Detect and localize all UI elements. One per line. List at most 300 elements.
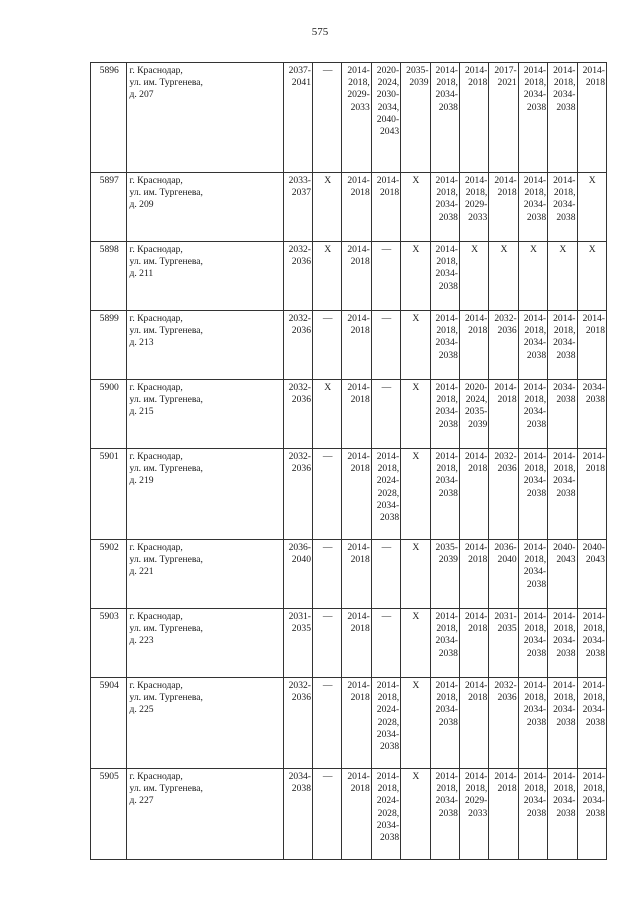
period-line: 2034- [435, 795, 458, 807]
period-line: 2018, [524, 783, 547, 795]
period-line: 2038 [526, 807, 547, 819]
period-line: X [412, 542, 420, 553]
period-line: 2035- [406, 65, 429, 76]
period-line: 2014- [435, 382, 458, 393]
period-line: 2018, [436, 692, 458, 704]
period-line: 2014- [464, 65, 488, 76]
period-cell [312, 769, 341, 860]
period-line: 2014- [523, 680, 547, 691]
period-line: 2014- [523, 771, 547, 782]
period-line: X [588, 244, 596, 255]
period-line: 2018 [585, 77, 605, 89]
period-cell [283, 242, 312, 311]
period-line: — [381, 244, 392, 255]
period-line: 2018 [497, 394, 517, 406]
period-line: 2034- [553, 337, 576, 349]
period-line: 2038 [526, 211, 547, 223]
period-line: 2034- [523, 795, 547, 807]
period-line: 2033 [468, 211, 488, 223]
period-line: 2038 [556, 394, 576, 406]
period-cell [342, 380, 371, 449]
address-line: д. 213 [129, 337, 154, 349]
period-line: 2014- [435, 611, 458, 622]
table-row [91, 311, 607, 380]
period-line: 2038 [438, 647, 458, 659]
period-cell [548, 63, 577, 173]
period-line: 2018, [436, 623, 458, 635]
period-line: X [559, 244, 567, 255]
period-line: 2018 [468, 325, 488, 337]
address-line: г. Краснодар, [129, 771, 183, 782]
period-cell [371, 63, 400, 173]
period-cell [430, 540, 459, 609]
period-cell [342, 242, 371, 311]
period-line: 2018, [553, 187, 576, 199]
period-line: X [412, 771, 420, 782]
period-cell [577, 540, 607, 609]
period-line: 2014- [464, 611, 488, 622]
period-line: 2014- [347, 542, 370, 553]
address-line: ул. им. Тургенева, [129, 256, 203, 268]
period-cell [518, 609, 547, 678]
period-line: 2014- [435, 451, 458, 462]
period-line: 2037- [288, 65, 311, 76]
period-line: 2014- [347, 611, 370, 622]
period-line: 2034- [435, 89, 458, 101]
period-cell [577, 173, 607, 242]
period-line: 2014- [435, 65, 458, 76]
period-cell [371, 449, 400, 540]
period-line: 2036- [494, 542, 517, 553]
period-line: 2036 [291, 394, 311, 406]
period-line: 2034- [523, 635, 547, 647]
period-line: 2021 [497, 77, 517, 89]
address-line: д. 227 [129, 795, 154, 807]
period-cell [312, 173, 341, 242]
period-line: 2014- [435, 680, 458, 691]
period-line: 2028, [377, 807, 400, 819]
period-cell [548, 242, 577, 311]
period-line: 2018, [377, 463, 400, 475]
period-line: — [381, 611, 392, 622]
period-cell [459, 311, 488, 380]
period-line: 2018, [436, 187, 458, 199]
address-line: д. 225 [129, 704, 154, 716]
period-line: 2018 [350, 692, 370, 704]
period-line: 2014- [464, 313, 488, 324]
period-line: 2041 [291, 77, 311, 89]
period-line: 2035 [497, 623, 517, 635]
period-cell [518, 63, 547, 173]
period-line: 2014- [347, 771, 370, 782]
period-line: 2037 [291, 187, 311, 199]
period-cell [489, 173, 518, 242]
address-line: д. 215 [129, 406, 154, 418]
period-line: 2018, [553, 623, 576, 635]
period-cell [312, 242, 341, 311]
period-line: 2034- [435, 704, 458, 716]
address-line: ул. им. Тургенева, [129, 554, 203, 566]
period-line: — [381, 542, 392, 553]
period-line: 2014- [523, 175, 547, 186]
period-cell [577, 63, 607, 173]
period-cell [312, 63, 341, 173]
period-cell [518, 449, 547, 540]
period-line: 2018 [350, 187, 370, 199]
period-line: 2038 [438, 418, 458, 430]
period-line: 2018, [553, 77, 576, 89]
period-line: 2018 [350, 394, 370, 406]
period-line: 2014- [464, 542, 488, 553]
period-line: 2038 [526, 418, 547, 430]
period-line: 2040 [291, 554, 311, 566]
period-line: 2018 [468, 623, 488, 635]
period-line: 2014- [435, 313, 458, 324]
period-cell [342, 609, 371, 678]
period-line: 2018, [583, 692, 605, 704]
period-cell [459, 63, 488, 173]
period-line: 2032- [494, 313, 517, 324]
period-line: 2038 [585, 647, 605, 659]
period-line: 2018 [585, 463, 605, 475]
period-line: 2024, [377, 77, 400, 89]
address-cell [127, 311, 283, 380]
period-line: 2024- [376, 795, 400, 807]
period-line: 2024- [376, 704, 400, 716]
period-line: 2038 [526, 716, 547, 728]
period-cell [518, 242, 547, 311]
period-line: X [324, 244, 332, 255]
table-row [91, 449, 607, 540]
period-cell [342, 311, 371, 380]
period-line: 2014- [582, 611, 605, 622]
period-line: 2018, [524, 394, 547, 406]
period-cell [489, 242, 518, 311]
period-cell [577, 609, 607, 678]
address-line: ул. им. Тургенева, [129, 325, 203, 337]
period-line: 2038 [379, 832, 400, 844]
period-line: 2028, [377, 487, 400, 499]
period-line: 2029- [464, 795, 488, 807]
period-line: 2032- [494, 451, 517, 462]
address-cell [127, 540, 283, 609]
period-cell [312, 311, 341, 380]
period-cell [430, 449, 459, 540]
period-line: 2014- [376, 680, 400, 691]
period-line: 2014- [582, 313, 605, 324]
period-line: 2034- [523, 704, 547, 716]
period-line: 2014- [494, 382, 517, 393]
period-cell [548, 380, 577, 449]
period-line: 2040- [376, 113, 400, 125]
period-line: 2038 [526, 349, 547, 361]
address-line: д. 221 [129, 566, 154, 578]
period-line: 2034- [582, 704, 605, 716]
period-line: 2034- [435, 406, 458, 418]
record-number: 5896 [91, 63, 127, 173]
period-line: 2039 [468, 418, 488, 430]
period-line: 2034- [553, 475, 576, 487]
period-line: 2014- [523, 451, 547, 462]
period-line: — [381, 382, 392, 393]
period-line: 2031- [494, 611, 517, 622]
address-line: д. 223 [129, 635, 154, 647]
address-cell [127, 769, 283, 860]
period-cell [459, 678, 488, 769]
period-line: 2036 [497, 463, 517, 475]
period-line: X [412, 175, 420, 186]
period-line: X [324, 382, 332, 393]
period-cell [430, 678, 459, 769]
period-line: 2036 [497, 692, 517, 704]
period-line: 2014- [553, 611, 576, 622]
period-line: 2014- [523, 65, 547, 76]
period-line: 2018, [524, 692, 547, 704]
period-line: 2014- [553, 65, 576, 76]
period-line: 2034- [523, 475, 547, 487]
period-cell [518, 173, 547, 242]
period-line: 2014- [376, 771, 400, 782]
period-line: 2014- [553, 680, 576, 691]
period-cell [371, 242, 400, 311]
address-line: ул. им. Тургенева, [129, 187, 203, 199]
address-line: г. Краснодар, [129, 680, 183, 691]
period-line: 2038 [438, 101, 458, 113]
period-line: X [588, 175, 596, 186]
period-line: 2014- [582, 451, 605, 462]
period-line: 2038 [556, 647, 576, 659]
address-line: ул. им. Тургенева, [129, 77, 203, 89]
table-row [91, 609, 607, 678]
period-line: 2014- [464, 175, 488, 186]
period-line: 2032- [288, 680, 311, 691]
period-line: 2018 [350, 256, 370, 268]
period-line: 2014- [435, 175, 458, 186]
period-cell [283, 540, 312, 609]
table-body [91, 63, 607, 860]
period-cell [401, 173, 430, 242]
period-line: 2024, [465, 394, 488, 406]
period-line: 2014- [347, 313, 370, 324]
period-line: 2034- [376, 499, 400, 511]
period-line: 2038 [438, 487, 458, 499]
period-line: — [322, 313, 333, 324]
address-line: д. 207 [129, 89, 154, 101]
period-line: 2034- [435, 268, 458, 280]
period-line: 2018, [348, 77, 370, 89]
period-cell [283, 63, 312, 173]
period-cell [577, 449, 607, 540]
period-cell [312, 540, 341, 609]
period-line: 2036- [288, 542, 311, 553]
table-row [91, 678, 607, 769]
period-line: 2029- [347, 89, 370, 101]
period-cell [430, 769, 459, 860]
period-cell [371, 540, 400, 609]
period-line: 2038 [526, 578, 547, 590]
period-cell [518, 380, 547, 449]
period-line: 2043 [556, 554, 576, 566]
period-line: — [322, 451, 333, 462]
period-line: 2034- [553, 199, 576, 211]
period-cell [518, 311, 547, 380]
period-line: 2038 [556, 349, 576, 361]
period-line: 2014- [523, 313, 547, 324]
period-cell [342, 63, 371, 173]
period-line: 2032- [288, 313, 311, 324]
period-cell [459, 449, 488, 540]
period-line: 2035 [291, 623, 311, 635]
period-line: X [500, 244, 508, 255]
period-line: 2034- [376, 728, 400, 740]
period-line: 2038 [585, 394, 605, 406]
period-line: 2040- [553, 542, 576, 553]
address-cell [127, 678, 283, 769]
period-cell [401, 769, 430, 860]
period-cell [489, 609, 518, 678]
address-cell [127, 242, 283, 311]
period-cell [283, 380, 312, 449]
period-cell [401, 609, 430, 678]
period-line: 2018, [553, 783, 576, 795]
period-cell [371, 380, 400, 449]
period-line: 2018, [436, 394, 458, 406]
period-line: 2014- [582, 65, 605, 76]
period-line: 2038 [556, 807, 576, 819]
period-line: 2038 [438, 280, 458, 292]
period-line: 2014- [582, 771, 605, 782]
period-cell [371, 609, 400, 678]
record-number: 5901 [91, 449, 127, 540]
record-number: 5904 [91, 678, 127, 769]
period-cell [548, 449, 577, 540]
address-line: ул. им. Тургенева, [129, 623, 203, 635]
address-cell [127, 380, 283, 449]
period-line: 2035- [464, 406, 488, 418]
period-cell [430, 311, 459, 380]
period-line: 2018 [585, 325, 605, 337]
period-cell [459, 380, 488, 449]
period-cell [283, 173, 312, 242]
period-cell [401, 678, 430, 769]
period-line: X [412, 313, 420, 324]
period-line: 2018, [524, 554, 547, 566]
period-line: 2018 [350, 783, 370, 795]
period-line: 2014- [494, 175, 517, 186]
period-line: 2014- [376, 451, 400, 462]
period-line: 2031- [288, 611, 311, 622]
period-cell [371, 311, 400, 380]
period-line: 2039 [438, 554, 458, 566]
address-line: ул. им. Тургенева, [129, 394, 203, 406]
period-line: 2018 [497, 187, 517, 199]
period-line: 2038 [438, 807, 458, 819]
period-line: 2043 [585, 554, 605, 566]
period-cell [342, 449, 371, 540]
address-cell [127, 173, 283, 242]
period-line: 2024- [376, 475, 400, 487]
period-line: 2018 [468, 463, 488, 475]
period-cell [459, 242, 488, 311]
period-cell [548, 173, 577, 242]
period-line: 2020- [376, 65, 400, 76]
period-line: 2018 [350, 463, 370, 475]
period-line: 2034- [553, 795, 576, 807]
period-line: 2040- [582, 542, 605, 553]
period-line: 2038 [556, 101, 576, 113]
period-line: 2014- [347, 680, 370, 691]
period-cell [489, 540, 518, 609]
period-cell [371, 173, 400, 242]
period-line: 2014- [582, 680, 605, 691]
period-cell [518, 769, 547, 860]
period-cell [548, 311, 577, 380]
period-line: 2018, [465, 783, 488, 795]
period-cell [430, 242, 459, 311]
period-line: 2014- [523, 611, 547, 622]
period-cell [430, 63, 459, 173]
period-cell [489, 63, 518, 173]
period-line: 2018, [436, 256, 458, 268]
period-line: 2018 [468, 77, 488, 89]
address-line: ул. им. Тургенева, [129, 463, 203, 475]
period-line: 2017- [494, 65, 517, 76]
period-line: 2033- [288, 175, 311, 186]
period-line: 2038 [438, 211, 458, 223]
period-line: 2034- [553, 382, 576, 393]
period-cell [459, 769, 488, 860]
address-line: г. Краснодар, [129, 65, 183, 76]
period-line: 2032- [288, 382, 311, 393]
period-line: 2034- [523, 89, 547, 101]
record-number: 5905 [91, 769, 127, 860]
period-line: 2014- [347, 65, 370, 76]
period-cell [430, 380, 459, 449]
period-line: 2018 [379, 187, 400, 199]
period-line: 2014- [553, 451, 576, 462]
table-row [91, 769, 607, 860]
period-cell [283, 449, 312, 540]
record-number: 5903 [91, 609, 127, 678]
record-number: 5898 [91, 242, 127, 311]
period-line: 2014- [347, 451, 370, 462]
period-line: 2038 [526, 487, 547, 499]
period-line: 2018, [436, 783, 458, 795]
period-cell [371, 769, 400, 860]
period-cell [577, 242, 607, 311]
table-row [91, 380, 607, 449]
period-cell [401, 311, 430, 380]
period-line: 2018, [524, 325, 547, 337]
period-cell [342, 769, 371, 860]
period-line: 2034- [523, 566, 547, 578]
period-line: 2040 [497, 554, 517, 566]
period-cell [489, 311, 518, 380]
period-line: 2018, [465, 187, 488, 199]
period-line: 2020- [464, 382, 488, 393]
period-line: 2036 [497, 325, 517, 337]
period-cell [577, 678, 607, 769]
period-line: 2014- [464, 771, 488, 782]
period-line: 2032- [288, 244, 311, 255]
period-line: 2038 [585, 716, 605, 728]
period-cell [430, 609, 459, 678]
period-line: 2038 [556, 716, 576, 728]
period-cell [459, 609, 488, 678]
period-line: 2038 [438, 716, 458, 728]
period-line: 2018, [377, 783, 400, 795]
period-cell [548, 540, 577, 609]
